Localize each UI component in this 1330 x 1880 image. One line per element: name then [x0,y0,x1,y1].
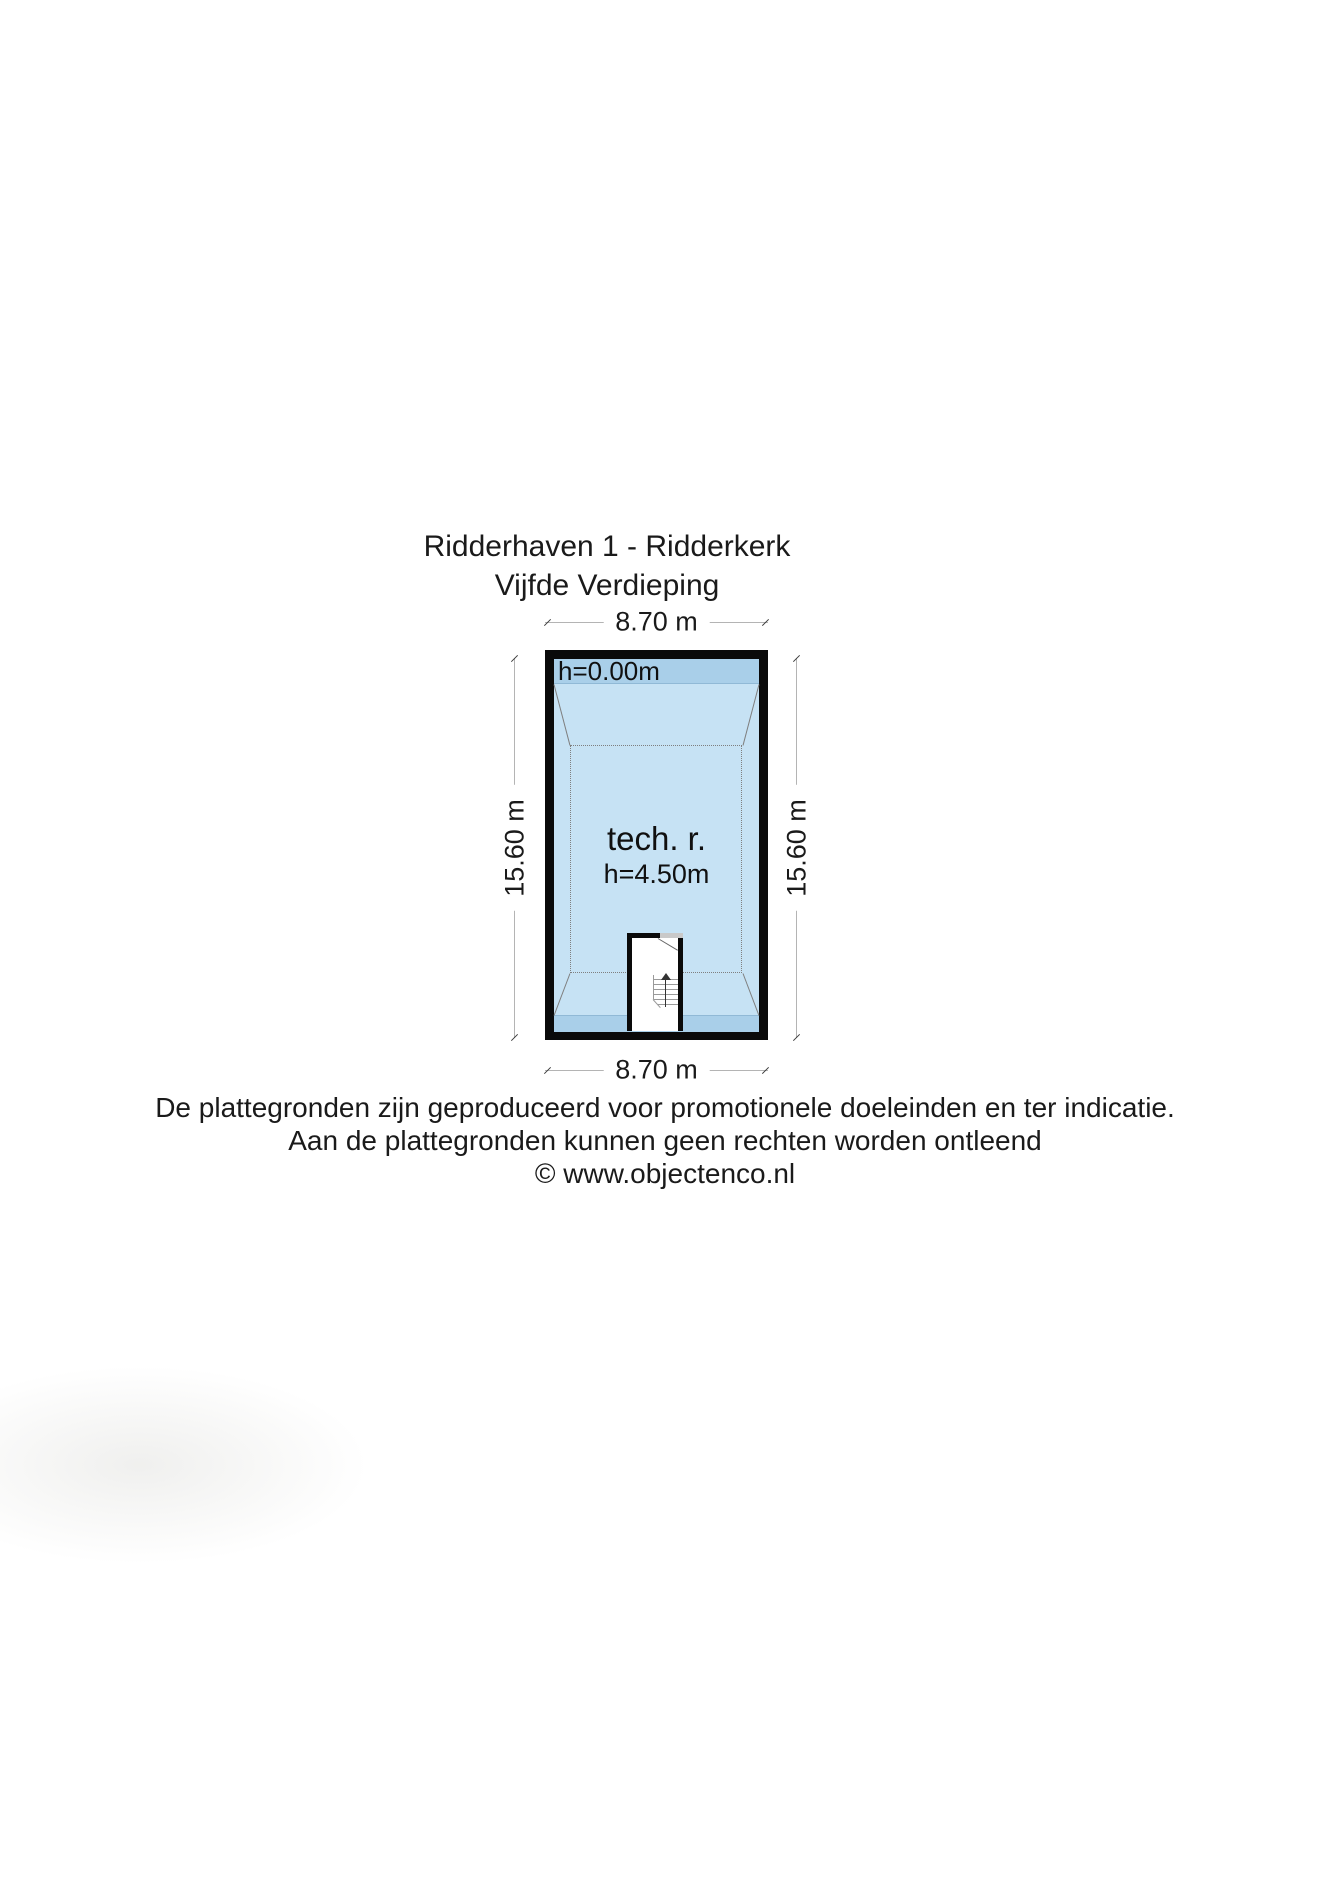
door-swing-line [658,938,678,951]
disclaimer [0,1091,1330,1190]
room-name-label: tech. r. [606,820,707,857]
dimension-bottom [545,1054,768,1085]
stair-wall-top [627,933,660,938]
entry-height-label: h=0.00m [558,656,660,686]
page-title [0,527,1214,605]
roof-slope-line-bottom-right [743,973,760,1015]
dimension-label-right: 15.60 m [782,785,813,911]
disclaimer-line-2: Aan de plattegronden kunnen geen rechten worden ontleend [288,1125,1042,1156]
floorplan-canvas [545,650,768,1040]
room-label-group [554,819,759,889]
staircase [627,933,683,1031]
technical-room [554,656,759,1031]
copyright-line: © www.objectenco.nl [534,1158,796,1189]
stair-wall-right [678,933,683,1031]
roof-slope-line-bottom-left [554,973,571,1015]
dimension-left [499,658,530,1038]
up-arrow-icon [661,973,671,980]
roof-slope-line-top-right [743,684,760,745]
disclaimer-line-1: De plattegronden zijn geproduceerd voor promotionele doeleinden en ter indicatie. [155,1092,1175,1123]
roof-slope-line-top-left [554,684,571,745]
room-height-label: h=4.50m [603,859,710,889]
title-address: Ridderhaven 1 - Ridderkerk [423,530,791,563]
dimension-tick [793,1034,800,1041]
title-floor: Vijfde Verdieping [494,569,720,602]
stair-direction-line [665,979,666,1007]
watermark-blob [0,1365,370,1565]
dimension-label-top: 8.70 m [603,607,710,638]
dimension-right [781,658,812,1038]
dimension-top [545,606,768,637]
dimension-tick [511,1034,518,1041]
dimension-label-bottom: 8.70 m [603,1055,710,1086]
stair-opening [660,933,683,938]
dimension-label-left: 15.60 m [500,785,531,911]
stair-wall-left [627,933,632,1031]
